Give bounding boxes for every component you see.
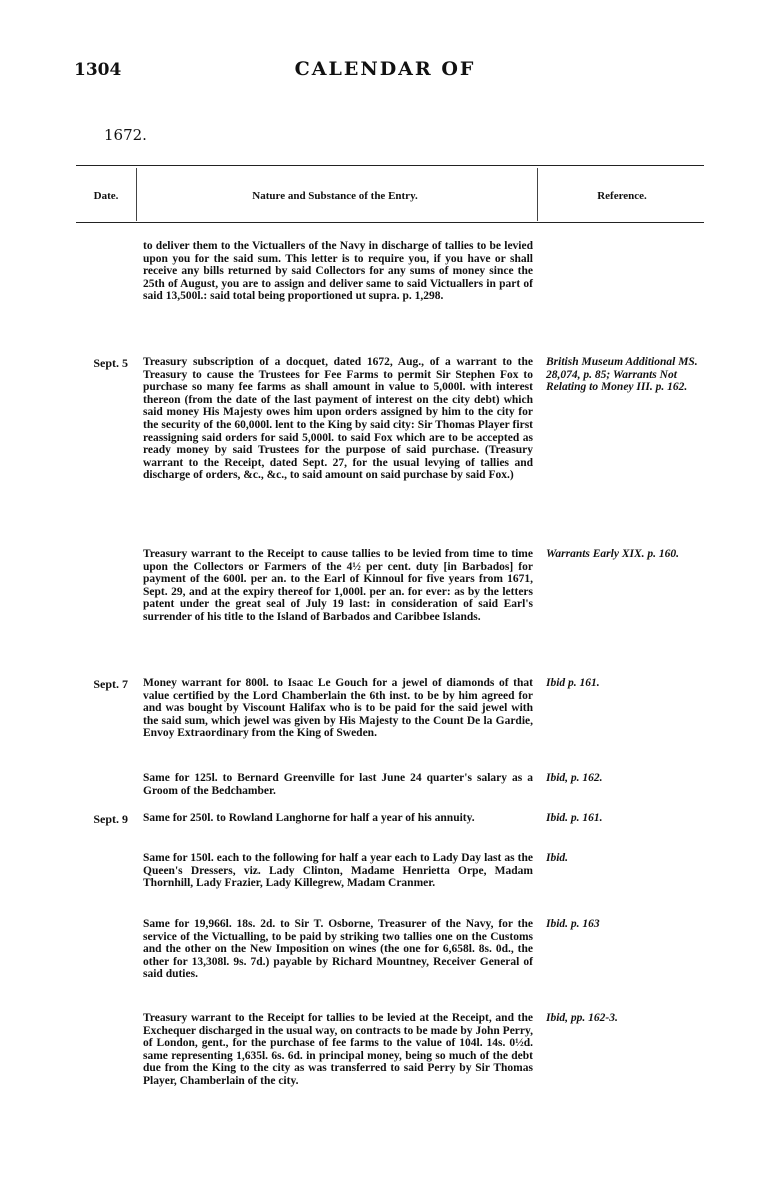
entry-reference: Ibid p. 161. (546, 677, 600, 689)
year-heading: 1672. (104, 126, 147, 144)
entry-reference: Ibid, p. 162. (546, 772, 603, 784)
entry-reference: Warrants Early XIX. p. 160. (546, 548, 680, 560)
entry-reference: Ibid, pp. 162-3. (546, 1012, 618, 1024)
entry-reference: Ibid. p. 161. (546, 812, 603, 824)
running-title: CALENDAR OF (294, 58, 476, 80)
column-divider-reference (537, 168, 538, 221)
entry-date: Sept. 7 (93, 677, 128, 691)
entry-text: Same for 19,966l. 18s. 2d. to Sir T. Osborne, Treasurer of the Navy, for the service of the Victualling, to be paid by striking two tallies one on the Customs and the other on the New Imposition on wines (the one for 6,658l. 8s. 0d., the other for 13,308l. 9s. 7d.) payable by Richard Mountney, Receiver General of said duties. (143, 918, 533, 981)
table-header-bottom-rule (76, 222, 704, 223)
column-header-nature: Nature and Substance of the Entry. (252, 190, 418, 202)
entry-text: Treasury subscription of a docquet, dated 1672, Aug., of a warrant to the Treasury to cause the Trustees for Fee Farms to permit Sir Stephen Fox to purchase so many fee farms as shall amount in value to 5,000l. with interest thereon (from the date of the last payment of interest on the city debt) which said money His Majesty owes him upon orders assigned by him to the city for the security of the 60,000l. lent to the King by said city: Sir Thomas Player first reassigning said orders for said 5,000l. to said Fox which are to be accepted as ready money by said Trustees for the purpose of said purchase. (Treasury warrant to the Receipt, dated Sept. 27, for the usual levying of tallies and discharge of orders, &c., &c., to said amount on said purchase by said Fox.) (143, 356, 533, 482)
entry-text: Same for 150l. each to the following for half a year each to Lady Day last as the Queen's Dressers, viz. Lady Clinton, Madame Henrietta Orpe, Madam Thornhill, Lady Frazier, Lady Killegrew, Madam Cranmer. (143, 852, 533, 890)
entry-reference: Ibid. p. 163 (546, 918, 600, 930)
page-number: 1304 (74, 60, 122, 80)
entry-reference: Ibid. (546, 852, 569, 864)
entry-text: to deliver them to the Victuallers of the Navy in discharge of tallies to be levied upon you for the said sum. This letter is to require you, if you have or shall receive any bills returned by said Collectors for any sums of money since the 25th of August, you are to assign and deliver same to said Victuallers in part of said 13,500l.: said total being proportioned ut supra. p. 1,298. (143, 240, 533, 303)
entry-text: Same for 250l. to Rowland Langhorne for half a year of his annuity. (143, 812, 475, 824)
entry-text: Money warrant for 800l. to Isaac Le Gouch for a jewel of diamonds of that value certified by the Lord Chamberlain the 6th inst. to be by him agreed for and was bought by Viscount Halifax who is to be paid for the said jewel with the said sum, which jewel was given by His Majesty to the Count De la Gardie, Envoy Extraordinary from the King of Sweden. (143, 677, 533, 740)
entry-date: Sept. 5 (93, 356, 128, 370)
entry-text: Treasury warrant to the Receipt for tallies to be levied at the Receipt, and the Exchequer discharged in the usual way, on contracts to be made by John Perry, of London, gent., for the purchase of fee farms to the value of 104l. 14s. 0½d. same representing 1,635l. 6s. 6d. in principal money, being so much of the debt due from the King to the city as was transferred to said Perry by Sir Thomas Player, Chamberlain of the city. (143, 1012, 533, 1087)
entry-date: Sept. 9 (93, 812, 128, 826)
table-header-top-rule (76, 165, 704, 166)
entry-text: Same for 125l. to Bernard Greenville for last June 24 quarter's salary as a Groom of the Bedchamber. (143, 772, 533, 797)
entry-reference: British Museum Additional MS. 28,074, p. 85; Warrants Not Relating to Money III. p. 162. (546, 356, 698, 394)
column-divider-date (136, 168, 137, 221)
column-header-reference: Reference. (597, 190, 647, 202)
column-header-date: Date. (93, 190, 119, 202)
entry-text: Treasury warrant to the Receipt to cause tallies to be levied from time to time upon the Collectors or Farmers of the 4½ per cent. duty [in Barbados] for payment of the 600l. per an. to the Earl of Kinnoul for five years from 1671, Sept. 29, and at the expiry thereof for 1,000l. per an. for ever: as by the letters patent under the great seal of July 19 last: in consideration of said Earl's surrender of his title to the Island of Barbados and Caribbee Islands. (143, 548, 533, 623)
